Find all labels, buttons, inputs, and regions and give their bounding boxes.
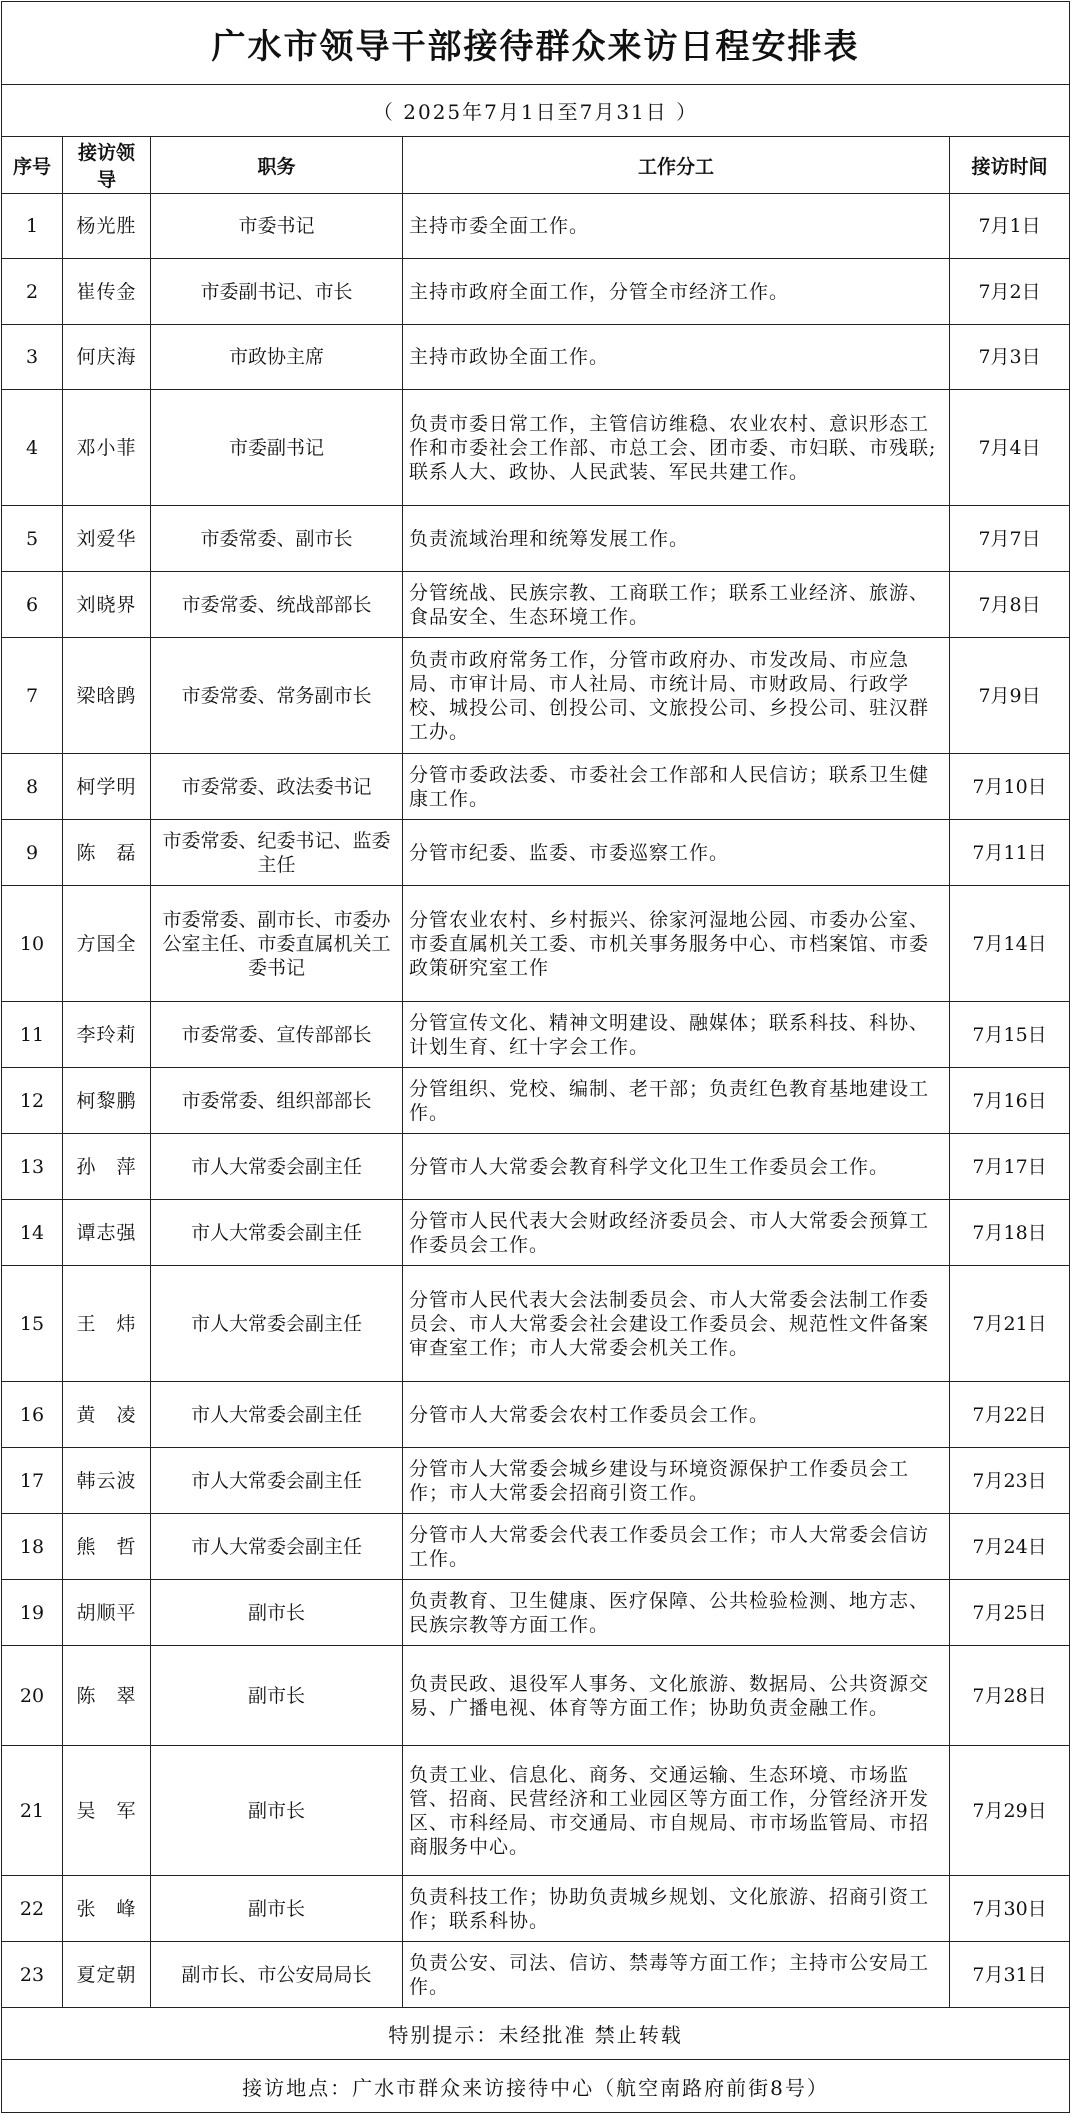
table-row <box>2 1134 1070 1200</box>
cell-position: 副市长 <box>151 1580 403 1646</box>
cell-no: 2 <box>2 259 63 325</box>
table-row <box>2 259 1070 325</box>
cell-no: 17 <box>2 1448 63 1514</box>
cell-position: 市委常委、政法委书记 <box>151 754 403 820</box>
cell-date: 7月14日 <box>950 886 1070 1002</box>
cell-no: 7 <box>2 638 63 754</box>
cell-duties: 分管市委政法委、市委社会工作部和人民信访；联系卫生健康工作。 <box>403 754 950 820</box>
cell-leader: 杨光胜 <box>63 194 151 259</box>
cell-no: 22 <box>2 1876 63 1942</box>
notice: 特别提示：未经批准 禁止转载 <box>2 2008 1070 2060</box>
cell-leader: 梁晗鹍 <box>63 638 151 754</box>
cell-no: 14 <box>2 1200 63 1266</box>
cell-date: 7月31日 <box>950 1942 1070 2008</box>
cell-no: 10 <box>2 886 63 1002</box>
table-row <box>2 1746 1070 1876</box>
cell-date: 7月22日 <box>950 1382 1070 1448</box>
cell-position: 市委副书记 <box>151 390 403 506</box>
cell-duties: 主持市政府全面工作，分管全市经济工作。 <box>403 259 950 325</box>
cell-no: 23 <box>2 1942 63 2008</box>
cell-date: 7月21日 <box>950 1266 1070 1382</box>
cell-duties: 负责工业、信息化、商务、交通运输、生态环境、市场监管、招商、民营经济和工业园区等方面工作，分管经济开发区、市科经局、市交通局、市自规局、市市场监管局、市招商服务中心。 <box>403 1746 950 1876</box>
schedule-table <box>1 1 1070 2113</box>
cell-leader: 谭志强 <box>63 1200 151 1266</box>
cell-duties: 分管宣传文化、精神文明建设、融媒体；联系科技、科协、计划生育、红十字会工作。 <box>403 1002 950 1068</box>
cell-leader: 吴 军 <box>63 1746 151 1876</box>
cell-position: 市政协主席 <box>151 325 403 390</box>
cell-position: 副市长 <box>151 1646 403 1746</box>
cell-date: 7月23日 <box>950 1448 1070 1514</box>
cell-leader: 黄 凌 <box>63 1382 151 1448</box>
cell-duties: 分管市人民代表大会财政经济委员会、市人大常委会预算工作委员会工作。 <box>403 1200 950 1266</box>
cell-no: 19 <box>2 1580 63 1646</box>
table-row <box>2 1200 1070 1266</box>
cell-date: 7月4日 <box>950 390 1070 506</box>
cell-position: 市委常委、副市长 <box>151 506 403 572</box>
cell-duties: 主持市政协全面工作。 <box>403 325 950 390</box>
cell-leader: 陈 翠 <box>63 1646 151 1746</box>
cell-no: 15 <box>2 1266 63 1382</box>
table-row <box>2 638 1070 754</box>
cell-no: 4 <box>2 390 63 506</box>
cell-date: 7月2日 <box>950 259 1070 325</box>
page-title: 广水市领导干部接待群众来访日程安排表 <box>2 2 1070 85</box>
cell-date: 7月16日 <box>950 1068 1070 1134</box>
cell-leader: 刘晓界 <box>63 572 151 638</box>
cell-leader: 张 峰 <box>63 1876 151 1942</box>
cell-duties: 负责公安、司法、信访、禁毒等方面工作；主持市公安局工作。 <box>403 1942 950 2008</box>
header-duties: 工作分工 <box>403 137 950 194</box>
cell-duties: 分管统战、民族宗教、工商联工作；联系工业经济、旅游、食品安全、生态环境工作。 <box>403 572 950 638</box>
cell-duties: 负责市委日常工作，主管信访维稳、农业农村、意识形态工作和市委社会工作部、市总工会、团市委、市妇联、市残联;联系人大、政协、人民武装、军民共建工作。 <box>403 390 950 506</box>
cell-date: 7月7日 <box>950 506 1070 572</box>
cell-position: 市人大常委会副主任 <box>151 1382 403 1448</box>
table-row <box>2 1514 1070 1580</box>
cell-duties: 分管市人大常委会农村工作委员会工作。 <box>403 1382 950 1448</box>
cell-date: 7月30日 <box>950 1876 1070 1942</box>
cell-position: 市人大常委会副主任 <box>151 1266 403 1382</box>
cell-date: 7月17日 <box>950 1134 1070 1200</box>
cell-no: 3 <box>2 325 63 390</box>
cell-leader: 柯黎鹏 <box>63 1068 151 1134</box>
cell-duties: 主持市委全面工作。 <box>403 194 950 259</box>
cell-position: 副市长、市公安局局长 <box>151 1942 403 2008</box>
cell-duties: 分管市人民代表大会法制委员会、市人大常委会法制工作委员会、市人大常委会社会建设工作委员会、规范性文件备案审查室工作；市人大常委会机关工作。 <box>403 1266 950 1382</box>
cell-date: 7月11日 <box>950 820 1070 886</box>
cell-leader: 崔传金 <box>63 259 151 325</box>
cell-no: 5 <box>2 506 63 572</box>
header-no: 序号 <box>2 137 63 194</box>
cell-leader: 王 炜 <box>63 1266 151 1382</box>
cell-position: 市人大常委会副主任 <box>151 1448 403 1514</box>
header-position: 职务 <box>151 137 403 194</box>
cell-duties: 负责科技工作；协助负责城乡规划、文化旅游、招商引资工作；联系科协。 <box>403 1876 950 1942</box>
cell-date: 7月10日 <box>950 754 1070 820</box>
cell-duties: 负责市政府常务工作，分管市政府办、市发改局、市应急局、市审计局、市人社局、市统计局、市财政局、行政学校、城投公司、创投公司、文旅投公司、乡投公司、驻汉群工办。 <box>403 638 950 754</box>
cell-date: 7月15日 <box>950 1002 1070 1068</box>
cell-date: 7月29日 <box>950 1746 1070 1876</box>
cell-no: 6 <box>2 572 63 638</box>
cell-leader: 李玲莉 <box>63 1002 151 1068</box>
cell-duties: 分管市纪委、监委、市委巡察工作。 <box>403 820 950 886</box>
cell-duties: 负责流域治理和统筹发展工作。 <box>403 506 950 572</box>
cell-position: 副市长 <box>151 1746 403 1876</box>
cell-duties: 分管市人大常委会代表工作委员会工作；市人大常委会信访工作。 <box>403 1514 950 1580</box>
cell-leader: 陈 磊 <box>63 820 151 886</box>
table-row <box>2 1068 1070 1134</box>
cell-position: 市委常委、统战部部长 <box>151 572 403 638</box>
cell-leader: 刘爱华 <box>63 506 151 572</box>
cell-leader: 熊 哲 <box>63 1514 151 1580</box>
cell-leader: 胡顺平 <box>63 1580 151 1646</box>
cell-position: 市委常委、宣传部部长 <box>151 1002 403 1068</box>
table-row <box>2 325 1070 390</box>
cell-leader: 柯学明 <box>63 754 151 820</box>
cell-no: 11 <box>2 1002 63 1068</box>
cell-position: 市委副书记、市长 <box>151 259 403 325</box>
cell-position: 市委常委、组织部部长 <box>151 1068 403 1134</box>
cell-duties: 分管组织、党校、编制、老干部；负责红色教育基地建设工作。 <box>403 1068 950 1134</box>
cell-duties: 分管市人大常委会教育科学文化卫生工作委员会工作。 <box>403 1134 950 1200</box>
cell-no: 21 <box>2 1746 63 1876</box>
cell-duties: 负责教育、卫生健康、医疗保障、公共检验检测、地方志、民族宗教等方面工作。 <box>403 1580 950 1646</box>
cell-duties: 分管农业农村、乡村振兴、徐家河湿地公园、市委办公室、市委直属机关工委、市机关事务服务中心、市档案馆、市委政策研究室工作 <box>403 886 950 1002</box>
table-row <box>2 1266 1070 1382</box>
table-row <box>2 1448 1070 1514</box>
cell-date: 7月8日 <box>950 572 1070 638</box>
header-date: 接访时间 <box>950 137 1070 194</box>
table-row <box>2 754 1070 820</box>
cell-date: 7月18日 <box>950 1200 1070 1266</box>
location: 接访地点：广水市群众来访接待中心（航空南路府前街8号） <box>2 2060 1070 2113</box>
cell-date: 7月9日 <box>950 638 1070 754</box>
cell-date: 7月3日 <box>950 325 1070 390</box>
cell-leader: 何庆海 <box>63 325 151 390</box>
cell-no: 12 <box>2 1068 63 1134</box>
table-row <box>2 390 1070 506</box>
cell-no: 16 <box>2 1382 63 1448</box>
table-row <box>2 886 1070 1002</box>
cell-leader: 夏定朝 <box>63 1942 151 2008</box>
table-row <box>2 820 1070 886</box>
cell-position: 市委常委、纪委书记、监委主任 <box>151 820 403 886</box>
table-row <box>2 506 1070 572</box>
cell-leader: 孙 萍 <box>63 1134 151 1200</box>
cell-position: 市委书记 <box>151 194 403 259</box>
cell-duties: 分管市人大常委会城乡建设与环境资源保护工作委员会工作；市人大常委会招商引资工作。 <box>403 1448 950 1514</box>
cell-no: 1 <box>2 194 63 259</box>
cell-leader: 邓小菲 <box>63 390 151 506</box>
cell-date: 7月25日 <box>950 1580 1070 1646</box>
cell-no: 9 <box>2 820 63 886</box>
table-header <box>2 137 1070 194</box>
cell-position: 市人大常委会副主任 <box>151 1514 403 1580</box>
table-row <box>2 1942 1070 2008</box>
table-row <box>2 1382 1070 1448</box>
cell-position: 副市长 <box>151 1876 403 1942</box>
table-row <box>2 1002 1070 1068</box>
cell-no: 20 <box>2 1646 63 1746</box>
cell-position: 市委常委、常务副市长 <box>151 638 403 754</box>
date-range: （ 2025年7月1日至7月31日 ） <box>2 85 1070 137</box>
cell-date: 7月28日 <box>950 1646 1070 1746</box>
table-row <box>2 1580 1070 1646</box>
table-row <box>2 1646 1070 1746</box>
table-row <box>2 1876 1070 1942</box>
header-leader: 接访领导 <box>63 137 151 194</box>
cell-leader: 方国全 <box>63 886 151 1002</box>
cell-date: 7月24日 <box>950 1514 1070 1580</box>
cell-leader: 韩云波 <box>63 1448 151 1514</box>
cell-date: 7月1日 <box>950 194 1070 259</box>
cell-duties: 负责民政、退役军人事务、文化旅游、数据局、公共资源交易、广播电视、体育等方面工作；协助负责金融工作。 <box>403 1646 950 1746</box>
table-row <box>2 194 1070 259</box>
cell-no: 8 <box>2 754 63 820</box>
cell-no: 13 <box>2 1134 63 1200</box>
table-row <box>2 572 1070 638</box>
cell-position: 市人大常委会副主任 <box>151 1134 403 1200</box>
cell-position: 市委常委、副市长、市委办公室主任、市委直属机关工委书记 <box>151 886 403 1002</box>
cell-no: 18 <box>2 1514 63 1580</box>
cell-position: 市人大常委会副主任 <box>151 1200 403 1266</box>
